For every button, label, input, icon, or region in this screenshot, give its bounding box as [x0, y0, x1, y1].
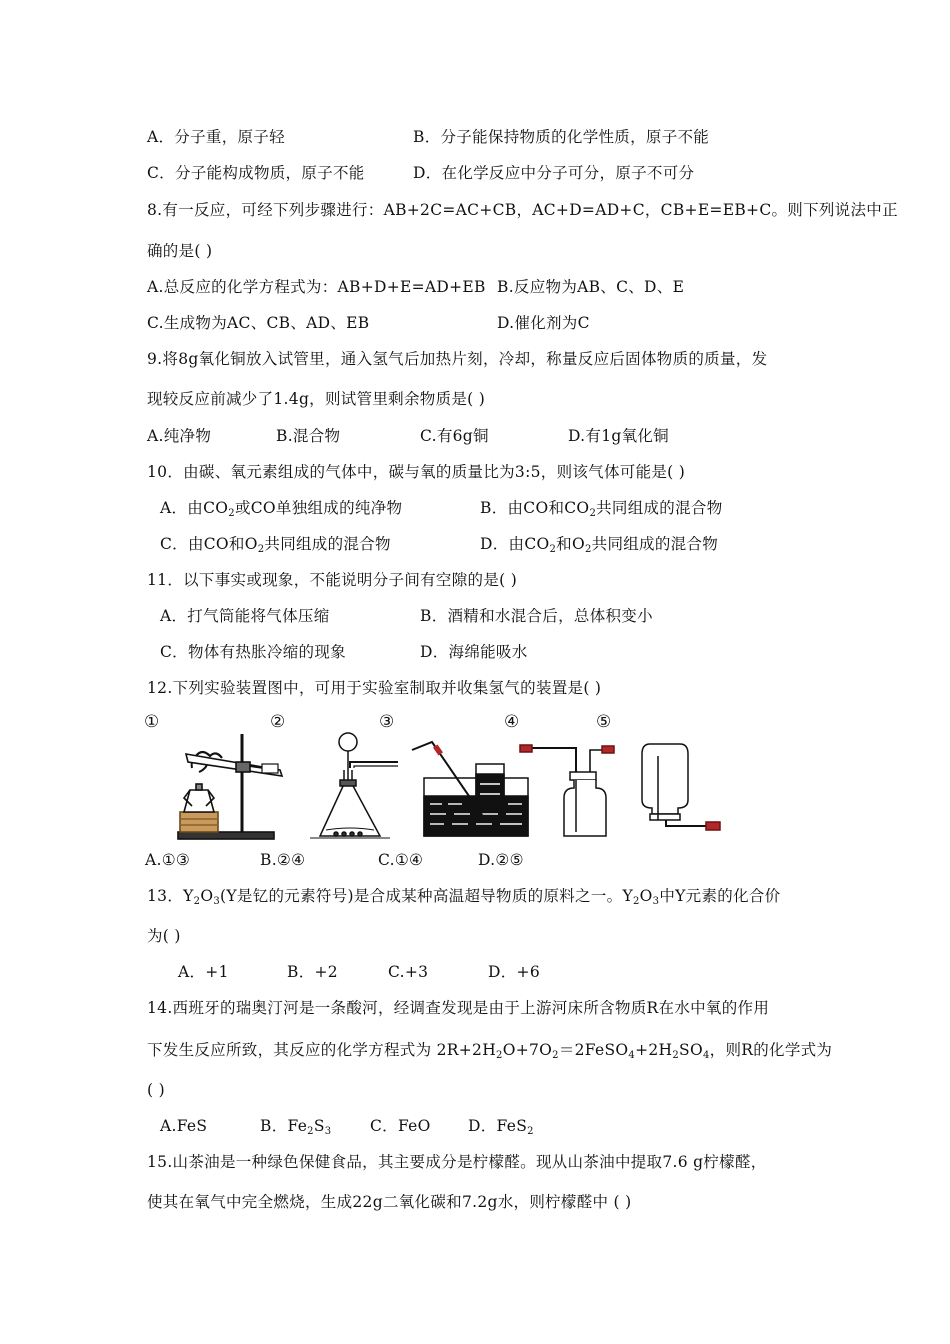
q12-option-d: D.②⑤ — [478, 851, 524, 869]
q11-stem: 11．以下事实或现象，不能说明分子间有空隙的是( ) — [147, 571, 518, 589]
q9-option-b: B.混合物 — [276, 427, 341, 445]
q13-stem-line2: 为( ) — [147, 927, 181, 945]
q11-option-b: B．酒精和水混合后，总体积变小 — [420, 607, 653, 625]
q8-option-b: B.反应物为AB、C、D、E — [497, 278, 685, 296]
q8-option-d: D.催化剂为C — [497, 314, 590, 332]
q9-stem-line2: 现较反应前减少了1.4g，则试管里剩余物质是( ) — [147, 390, 486, 408]
q12-option-a: A.①③ — [145, 851, 191, 869]
q13-option-d: D．+6 — [488, 963, 540, 981]
q13-option-a: A．+1 — [178, 963, 229, 981]
q11-option-d: D．海绵能吸水 — [420, 643, 528, 661]
q14-stem-line3: ( ) — [147, 1081, 165, 1099]
q8-stem-line2: 确的是( ) — [147, 242, 213, 260]
q7-option-c: C．分子能构成物质，原子不能 — [147, 164, 365, 182]
q15-stem-line1: 15.山茶油是一种绿色保健食品，其主要成分是柠檬醛。现从山茶油中提取7.6 g柠檬醛， — [147, 1153, 767, 1171]
q10-stem: 10．由碳、氧元素组成的气体中，碳与氧的质量比为3:5，则该气体可能是( ) — [147, 463, 686, 481]
q12-apparatus-figure — [150, 728, 730, 843]
q14-option-b: B．$Fe_2S_3$ — [260, 1117, 332, 1137]
q12-stem: 12.下列实验装置图中，可用于实验室制取并收集氢气的装置是( ) — [147, 679, 602, 697]
q10-option-d: D．由$CO_2$和$O_2$共同组成的混合物 — [480, 535, 719, 555]
q14-option-c: C．FeO — [370, 1117, 431, 1135]
q10-option-b: B．由CO和$CO_2$共同组成的混合物 — [480, 499, 723, 519]
q12-label-3: ③ — [379, 712, 395, 732]
q13-stem-line1: 13．$Y_2O_3(Y$是钇的元素符号)是合成某种高温超导物质的原料之一。$Y_2O_3$中Y元素的化合价 — [147, 887, 781, 907]
q14-stem-line2: 下发生反应所致，其反应的化学方程式为 $2R+2H_2O+7O_2=2FeSO_4+2H_2SO_4$，则R的化学式为 — [147, 1041, 833, 1061]
q13-option-c: C.+3 — [388, 963, 429, 981]
q10-option-a: A．由$CO_2$或CO单独组成的纯净物 — [160, 499, 403, 519]
q14-option-d: D．FeS$_2$ — [468, 1117, 534, 1137]
q11-option-c: C．物体有热胀冷缩的现象 — [160, 643, 346, 661]
q15-stem-line2: 使其在氧气中完全燃烧，生成22g二氧化碳和7.2g水，则柠檬醛中 ( ) — [147, 1193, 632, 1211]
q8-stem-line1: 8.有一反应，可经下列步骤进行：AB+2C=AC+CB，AC+D=AD+C，CB+E=EB+C。则下列说法中正 — [147, 201, 898, 219]
apparatus-4-gas-bottle — [520, 745, 614, 836]
q14-option-a: A.FeS — [160, 1117, 208, 1135]
q7-option-a: A．分子重，原子轻 — [147, 128, 285, 146]
q14-stem-line1: 14.西班牙的瑞奥汀河是一条酸河，经调查发现是由于上游河床所含物质R在水中氧的作用 — [147, 999, 770, 1017]
q12-label-1: ① — [144, 712, 160, 732]
q7-option-d: D．在化学反应中分子可分，原子不可分 — [413, 164, 695, 182]
q13-option-b: B．+2 — [287, 963, 338, 981]
apparatus-2-flask-funnel — [310, 733, 398, 838]
q12-label-5: ⑤ — [596, 712, 612, 732]
q9-option-d: D.有1g氧化铜 — [568, 427, 669, 445]
q12-option-c: C.①④ — [378, 851, 424, 869]
q11-option-a: A．打气筒能将气体压缩 — [160, 607, 330, 625]
q12-option-b: B.②④ — [260, 851, 306, 869]
apparatus-5-inverted-bottle — [642, 744, 720, 830]
apparatus-3-water-trough — [412, 742, 528, 836]
q9-stem-line1: 9.将8g氧化铜放入试管里，通入氢气后加热片刻，冷却，称量反应后固体物质的质量，发 — [147, 350, 768, 368]
q8-option-a: A.总反应的化学方程式为：AB+D+E=AD+EB — [147, 278, 486, 296]
apparatus-1-heating-stand — [178, 734, 282, 839]
q12-label-2: ② — [270, 712, 286, 732]
q9-option-c: C.有6g铜 — [420, 427, 489, 445]
q12-label-4: ④ — [504, 712, 520, 732]
q8-option-c: C.生成物为AC、CB、AD、EB — [147, 314, 370, 332]
q7-option-b: B．分子能保持物质的化学性质，原子不能 — [413, 128, 710, 146]
q10-option-c: C．由CO和$O_2$共同组成的混合物 — [160, 535, 391, 555]
q9-option-a: A.纯净物 — [147, 427, 212, 445]
